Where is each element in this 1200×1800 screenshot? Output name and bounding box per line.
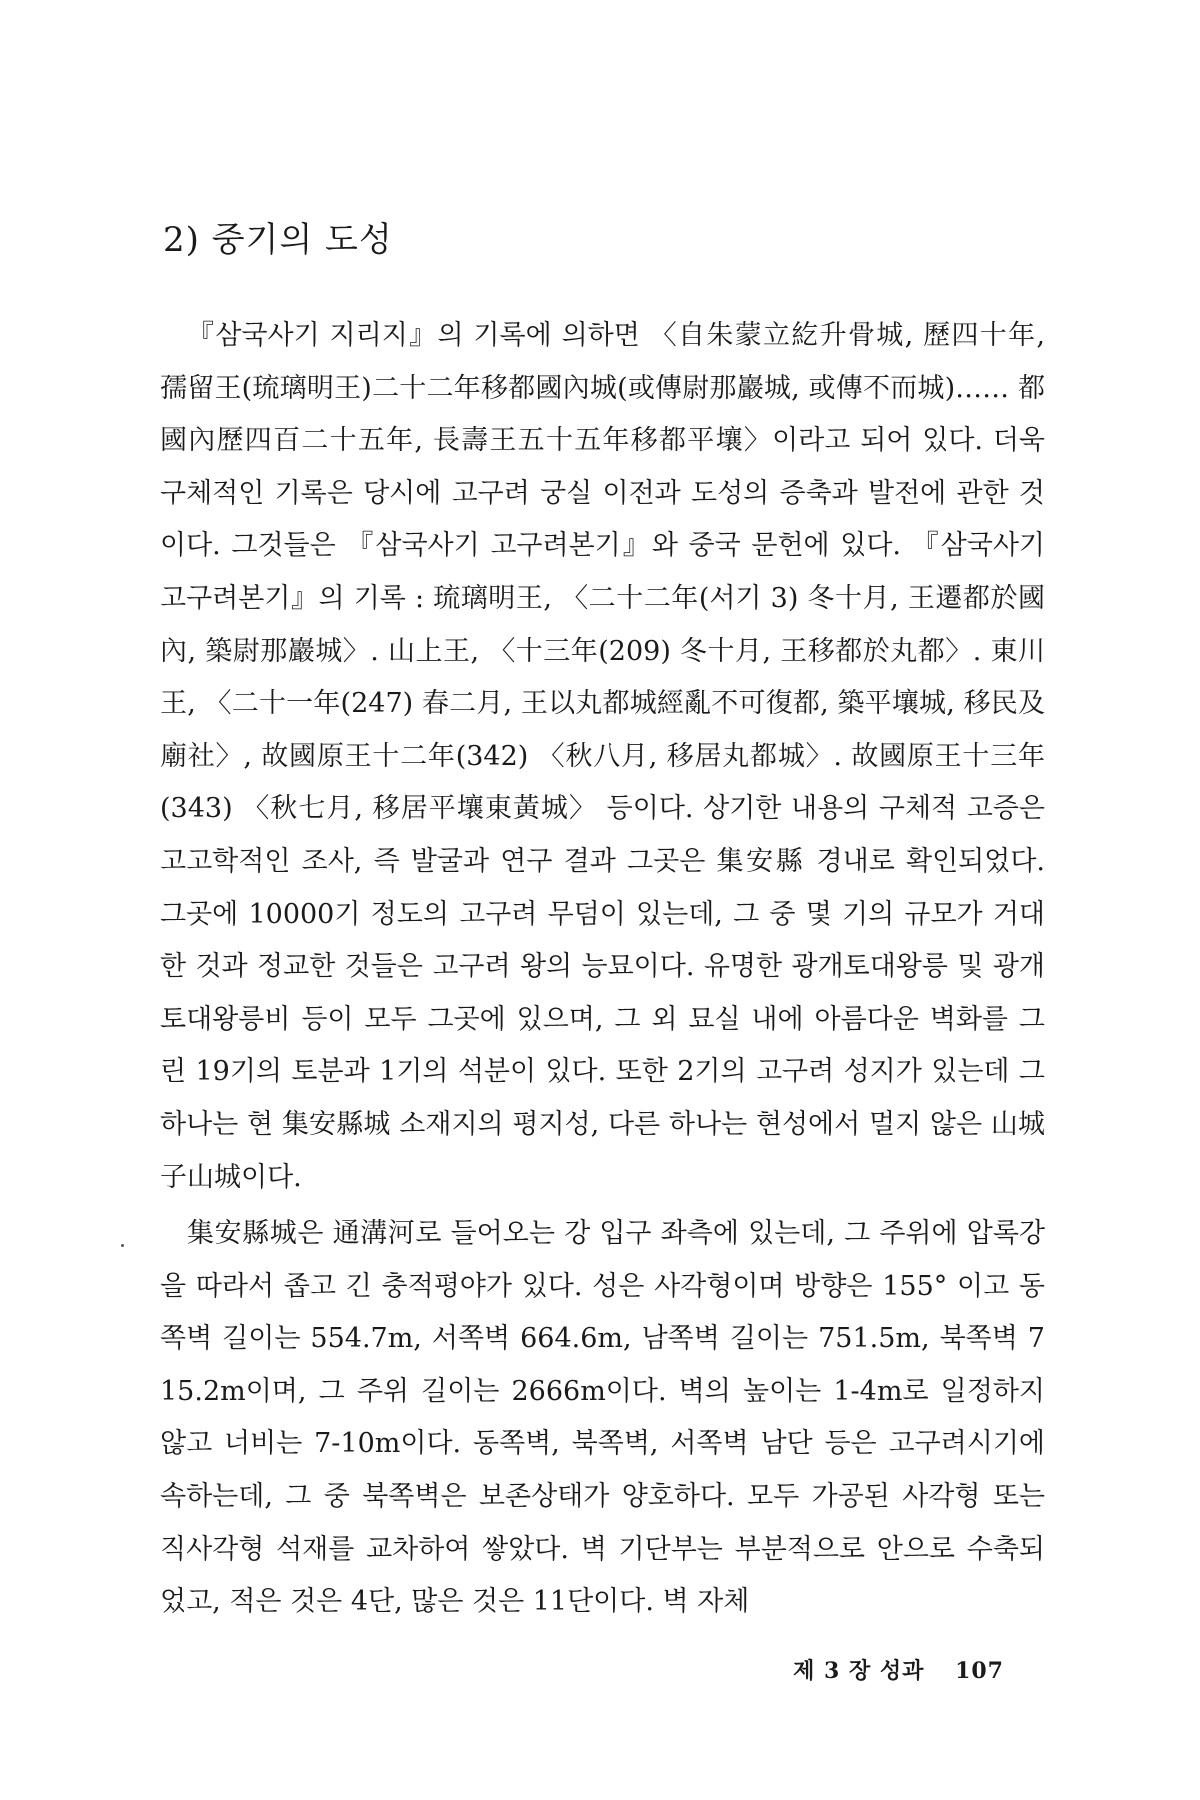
paragraph-1: 『삼국사기 지리지』의 기록에 의하면 〈自朱蒙立紇升骨城, 歷四十年, 孺留王(琉璃明王)二十二年移都國內城(或傳尉那巖城, 或傳不而城)…… 都國內歷四百二十五年, 長壽王五十五年移都平壤〉이라고 되어 있다. 더욱 구체적인 기록은 당시에 고구려 궁실 이전과 도성의 증축과 발전에 관한 것이다. 그것들은 『삼국사기 고구려본기』와 중국 문헌에 있다. 『삼국사기 고구려본기』의 기록 : 琉璃明王, 〈二十二年(서기 3) 冬十月, 王遷都於國內, 築尉那巖城〉. 山上王, 〈十三年(209) 冬十月, 王移都於丸都〉. 東川王, 〈二十一年(247) 春二月, 王以丸都城經亂不可復都, 築平壤城, 移民及廟社〉, 故國原王十二年(342) 〈秋八月, 移居丸都城〉. 故國原王十三年(343) 〈秋七月, 移居平壤東黃城〉 등이다. 상기한 내용의 구체적 고증은 고고학적인 조사, 즉 발굴과 연구 결과 그곳은 集安縣 경내로 확인되었다. 그곳에 10000기 정도의 고구려 무덤이 있는데, 그 중 몇 기의 규모가 거대한 것과 정교한 것들은 고구려 왕의 능묘이다. 유명한 광개토대왕릉 및 광개토대왕릉비 등이 모두 그곳에 있으며, 그 외 묘실 내에 아름다운 벽화를 그린 19기의 토분과 1기의 석분이 있다. 또한 2기의 고구려 성지가 있는데 그 하나는 현 集安縣城 소재지의 평지성, 다른 하나는 현성에서 멀지 않은 山城子山城이다. xyxy=(160,320,1045,1193)
chapter-label: 제 3 장 성과 xyxy=(793,1658,925,1684)
section-heading: 2) 중기의 도성 xyxy=(163,220,393,260)
margin-dot xyxy=(121,1244,124,1247)
page-footer xyxy=(793,1654,1004,1685)
body-text xyxy=(160,310,1045,1629)
paragraph-2: 集安縣城은 通溝河로 들어오는 강 입구 좌측에 있는데, 그 주위에 압록강을 따라서 좁고 긴 충적평야가 있다. 성은 사각형이며 방향은 155° 이고 동쪽벽 길이는 554.7m, 서쪽벽 664.6m, 남쪽벽 길이는 751.5m, 북쪽벽 715.2m이며, 그 주위 길이는 2666m이다. 벽의 높이는 1-4m로 일정하지 않고 너비는 7-10m이다. 동쪽벽, 북쪽벽, 서쪽벽 남단 등은 고구려시기에 속하는데, 그 중 북쪽벽은 보존상태가 양호하다. 모두 가공된 사각형 또는 직사각형 석재를 교차하여 쌓았다. 벽 기단부는 부분적으로 안으로 수축되었고, 적은 것은 4단, 많은 것은 11단이다. 벽 자체 xyxy=(160,1218,1045,1618)
page-number: 107 xyxy=(955,1658,1004,1684)
